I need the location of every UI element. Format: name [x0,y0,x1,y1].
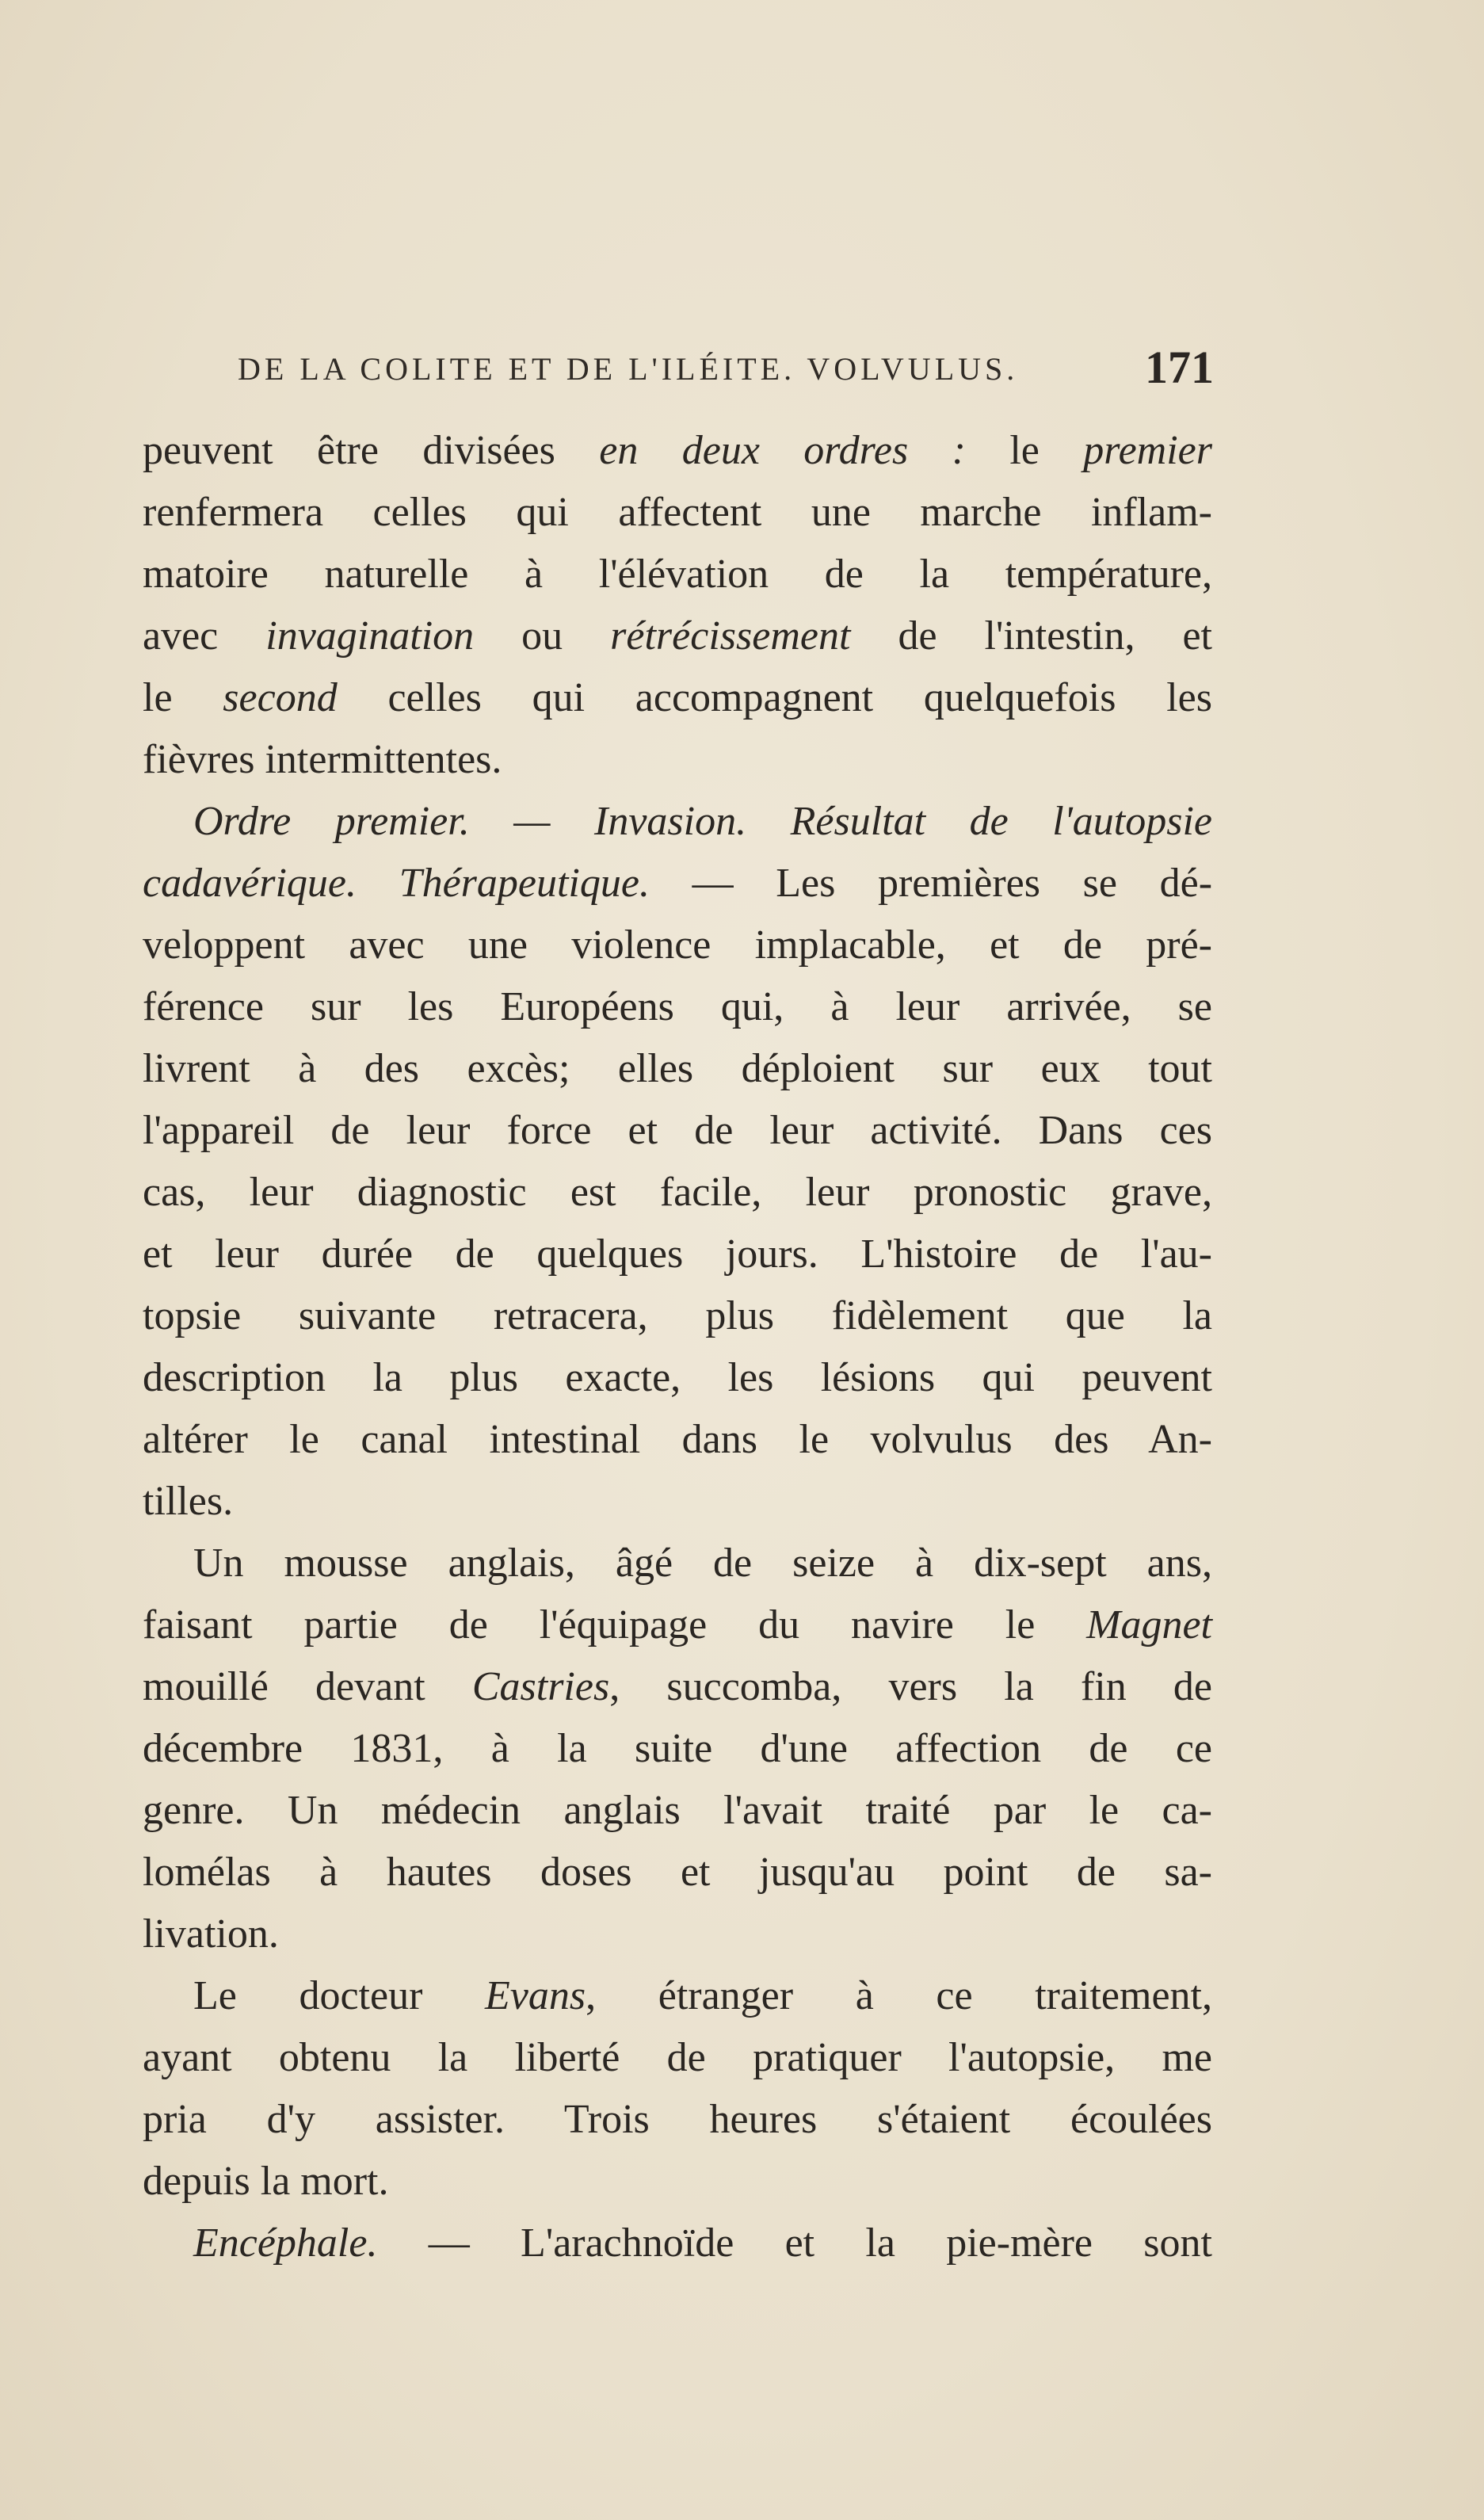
text-line: livation. [143,1911,279,1957]
page-header [238,341,1214,404]
text-line: Le docteur Evans, étranger à ce traitement, [193,1973,1212,2018]
body-text [143,420,1212,2274]
text-line: férence sur les Européens qui, à leur arrivée, se [143,984,1212,1029]
text-line: faisant partie de l'équipage du navire le Magnet [143,1602,1212,1648]
text-line: l'appareil de leur force et de leur activité. Dans ces [143,1108,1212,1153]
running-head: DE LA COLITE ET DE L'ILÉITE. VOLVULUS. [238,351,1019,387]
section-heading: Ordre premier. — Invasion. Résultat de l'autopsie [193,799,1212,844]
text-line: peuvent être divisées en deux ordres : le premier [143,428,1212,473]
text-line: décembre 1831, à la suite d'une affection de ce [143,1726,1212,1771]
text-line: livrent à des excès; elles déploient sur eux tout [143,1046,1212,1091]
text-line: mouillé devant Castries, succomba, vers la fin de [143,1664,1212,1709]
text-line: et leur durée de quelques jours. L'histoire de l'au- [143,1231,1212,1277]
text-line: tilles. [143,1479,234,1524]
text-line: ayant obtenu la liberté de pratiquer l'autopsie, me [143,2035,1212,2080]
text-line: genre. Un médecin anglais l'avait traité par le ca- [143,1788,1212,1833]
text-line: cadavérique. Thérapeutique. — Les premières se dé- [143,861,1213,906]
page-number: 171 [1145,342,1214,393]
text-line: le second celles qui accompagnent quelquefois les [143,675,1213,720]
text-line: renfermera celles qui affectent une marche inflam- [143,490,1212,535]
text-line: fièvres intermittentes. [143,737,502,782]
text-line: avec invagination ou rétrécissement de l'intestin, et [143,613,1212,659]
text-line: cas, leur diagnostic est facile, leur pronostic grave, [143,1170,1212,1215]
text-line: depuis la mort. [143,2159,389,2204]
text-line: description la plus exacte, les lésions qui peuvent [143,1355,1212,1400]
text-line: lomélas à hautes doses et jusqu'au point de sa- [143,1850,1212,1895]
text-line: veloppent avec une violence implacable, et de pré- [143,922,1212,968]
text-line: Un mousse anglais, âgé de seize à dix-sept ans, [193,1541,1212,1586]
text-line: altérer le canal intestinal dans le volvulus des An- [143,1417,1212,1462]
text-line: Encéphale. — L'arachnoïde et la pie-mère sont [193,2220,1212,2266]
text-line: topsie suivante retracera, plus fidèlement que la [143,1293,1212,1338]
text-line: pria d'y assister. Trois heures s'étaient écoulées [143,2097,1212,2142]
text-line: matoire naturelle à l'élévation de la température, [143,552,1212,597]
